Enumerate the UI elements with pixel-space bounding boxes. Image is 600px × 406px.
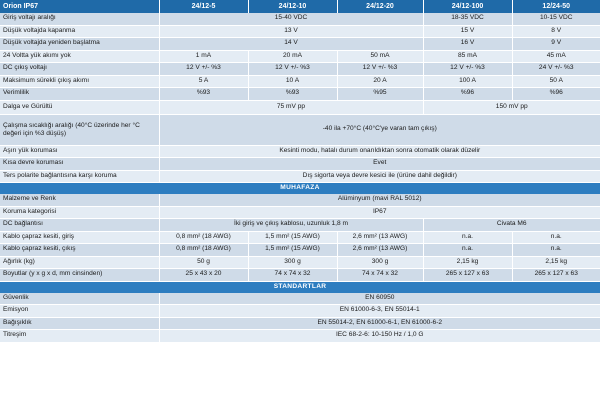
- table-title: Orion IP67: [0, 0, 159, 13]
- table-row: [0, 158, 600, 171]
- cell-value: 265 x 127 x 63: [423, 269, 512, 282]
- cell-value: 1 mA: [159, 50, 248, 63]
- row-label: Titreşim: [0, 330, 159, 343]
- row-label: Çalışma sıcaklığı aralığı (40°C üzerinde her °C değeri için %3 düşüş): [0, 114, 159, 145]
- table-row: [0, 100, 600, 114]
- cell-value: 2,6 mm² (13 AWG): [337, 231, 423, 244]
- cell-value: 20 A: [337, 75, 423, 88]
- table-row: [0, 13, 600, 25]
- cell-value: 18-35 VDC: [423, 13, 512, 25]
- model-header: 12/24-50: [512, 0, 600, 13]
- table-row: [0, 75, 600, 88]
- row-label: DC çıkış voltajı: [0, 63, 159, 76]
- cell-value: 2,6 mm² (13 AWG): [337, 244, 423, 257]
- table-row: [0, 145, 600, 158]
- cell-value: 16 V: [423, 38, 512, 51]
- table-row: [0, 256, 600, 269]
- row-label: Maksimum sürekli çıkış akımı: [0, 75, 159, 88]
- cell-value: 150 mV pp: [423, 100, 600, 114]
- row-label: Güvenlik: [0, 293, 159, 305]
- cell-value: 300 g: [337, 256, 423, 269]
- cell-value: %93: [248, 88, 337, 101]
- row-label: 24 Voltta yük akımı yok: [0, 50, 159, 63]
- row-label: Boyutlar (y x g x d, mm cinsinden): [0, 269, 159, 282]
- cell-value: 14 V: [159, 38, 423, 51]
- cell-value: n.a.: [423, 231, 512, 244]
- table-row: [0, 317, 600, 330]
- cell-value: 85 mA: [423, 50, 512, 63]
- model-header: 24/12-100: [423, 0, 512, 13]
- cell-value: 20 mA: [248, 50, 337, 63]
- cell-value: -40 ila +70°C (40°C'ye varan tam çıkış): [159, 114, 600, 145]
- row-label: Giriş voltajı aralığı: [0, 13, 159, 25]
- table-row: [0, 330, 600, 343]
- table-row: [0, 50, 600, 63]
- row-label: Bağışıklık: [0, 317, 159, 330]
- row-label: Kablo çapraz kesiti, çıkış: [0, 244, 159, 257]
- row-label: Ters polarite bağlantısına karşı koruma: [0, 170, 159, 183]
- cell-value: 1,5 mm² (15 AWG): [248, 231, 337, 244]
- table-row: [0, 206, 600, 219]
- row-label: Düşük voltajda yeniden başlatma: [0, 38, 159, 51]
- cell-value: 265 x 127 x 63: [512, 269, 600, 282]
- cell-value: 74 x 74 x 32: [248, 269, 337, 282]
- cell-value: 15-40 VDC: [159, 13, 423, 25]
- cell-value: 24 V +/- %3: [512, 63, 600, 76]
- cell-value: Kesinti modu, hatalı durum onarıldıktan sonra otomatik olarak düzelir: [159, 145, 600, 158]
- table-row: [0, 88, 600, 101]
- cell-value: IEC 68-2-6: 10-150 Hz / 1,0 G: [159, 330, 600, 343]
- row-label: Kablo çapraz kesiti, giriş: [0, 231, 159, 244]
- row-label: Düşük voltajda kapanma: [0, 25, 159, 38]
- header-row: [0, 0, 600, 13]
- row-label: Ağırlık (kg): [0, 256, 159, 269]
- cell-value: n.a.: [512, 231, 600, 244]
- cell-value: İki giriş ve çıkış kablosu, uzunluk 1,8 m: [159, 219, 423, 232]
- table-row: [0, 194, 600, 206]
- section-title: MUHAFAZA: [0, 183, 600, 195]
- table-row: [0, 293, 600, 305]
- cell-value: 50 mA: [337, 50, 423, 63]
- cell-value: 2,15 kg: [423, 256, 512, 269]
- table-row: [0, 170, 600, 183]
- cell-value: Dış sigorta veya devre kesici ile (ürüne dahil değildir): [159, 170, 600, 183]
- cell-value: 100 A: [423, 75, 512, 88]
- cell-value: 50 A: [512, 75, 600, 88]
- row-label: Kısa devre koruması: [0, 158, 159, 171]
- cell-value: n.a.: [512, 244, 600, 257]
- cell-value: 9 V: [512, 38, 600, 51]
- cell-value: EN 55014-2, EN 61000-6-1, EN 61000-6-2: [159, 317, 600, 330]
- cell-value: EN 61000-6-3, EN 55014-1: [159, 305, 600, 318]
- cell-value: IP67: [159, 206, 600, 219]
- model-header: 24/12-10: [248, 0, 337, 13]
- row-label: DC bağlantısı: [0, 219, 159, 232]
- row-label: Emisyon: [0, 305, 159, 318]
- cell-value: %93: [159, 88, 248, 101]
- cell-value: 12 V +/- %3: [337, 63, 423, 76]
- cell-value: 12 V +/- %3: [159, 63, 248, 76]
- cell-value: 5 A: [159, 75, 248, 88]
- section-header-standards: [0, 281, 600, 293]
- table-row: [0, 244, 600, 257]
- cell-value: Civata M6: [423, 219, 600, 232]
- cell-value: 45 mA: [512, 50, 600, 63]
- cell-value: 15 V: [423, 25, 512, 38]
- cell-value: 1,5 mm² (15 AWG): [248, 244, 337, 257]
- table-row: [0, 219, 600, 232]
- cell-value: 75 mV pp: [159, 100, 423, 114]
- row-label: Koruma kategorisi: [0, 206, 159, 219]
- cell-value: 12 V +/- %3: [423, 63, 512, 76]
- cell-value: 10 A: [248, 75, 337, 88]
- section-title: STANDARTLAR: [0, 281, 600, 293]
- cell-value: 2,15 kg: [512, 256, 600, 269]
- table-row: [0, 305, 600, 318]
- table-row: [0, 25, 600, 38]
- table-row: [0, 63, 600, 76]
- cell-value: EN 60950: [159, 293, 600, 305]
- row-label: Dalga ve Gürültü: [0, 100, 159, 114]
- row-label: Malzeme ve Renk: [0, 194, 159, 206]
- cell-value: 13 V: [159, 25, 423, 38]
- cell-value: 12 V +/- %3: [248, 63, 337, 76]
- cell-value: Evet: [159, 158, 600, 171]
- cell-value: 50 g: [159, 256, 248, 269]
- cell-value: 25 x 43 x 20: [159, 269, 248, 282]
- cell-value: n.a.: [423, 244, 512, 257]
- cell-value: 0,8 mm² (18 AWG): [159, 244, 248, 257]
- table-row: [0, 269, 600, 282]
- model-header: 24/12-5: [159, 0, 248, 13]
- cell-value: 74 x 74 x 32: [337, 269, 423, 282]
- table-row: [0, 114, 600, 145]
- cell-value: 8 V: [512, 25, 600, 38]
- cell-value: %95: [337, 88, 423, 101]
- cell-value: Alüminyum (mavi RAL 5012): [159, 194, 600, 206]
- section-header-housing: [0, 183, 600, 195]
- row-label: Aşırı yük koruması: [0, 145, 159, 158]
- table-row: [0, 231, 600, 244]
- cell-value: %96: [512, 88, 600, 101]
- cell-value: %96: [423, 88, 512, 101]
- row-label: Verimlilik: [0, 88, 159, 101]
- cell-value: 0,8 mm² (18 AWG): [159, 231, 248, 244]
- cell-value: 10-15 VDC: [512, 13, 600, 25]
- table-row: [0, 38, 600, 51]
- model-header: 24/12-20: [337, 0, 423, 13]
- cell-value: 300 g: [248, 256, 337, 269]
